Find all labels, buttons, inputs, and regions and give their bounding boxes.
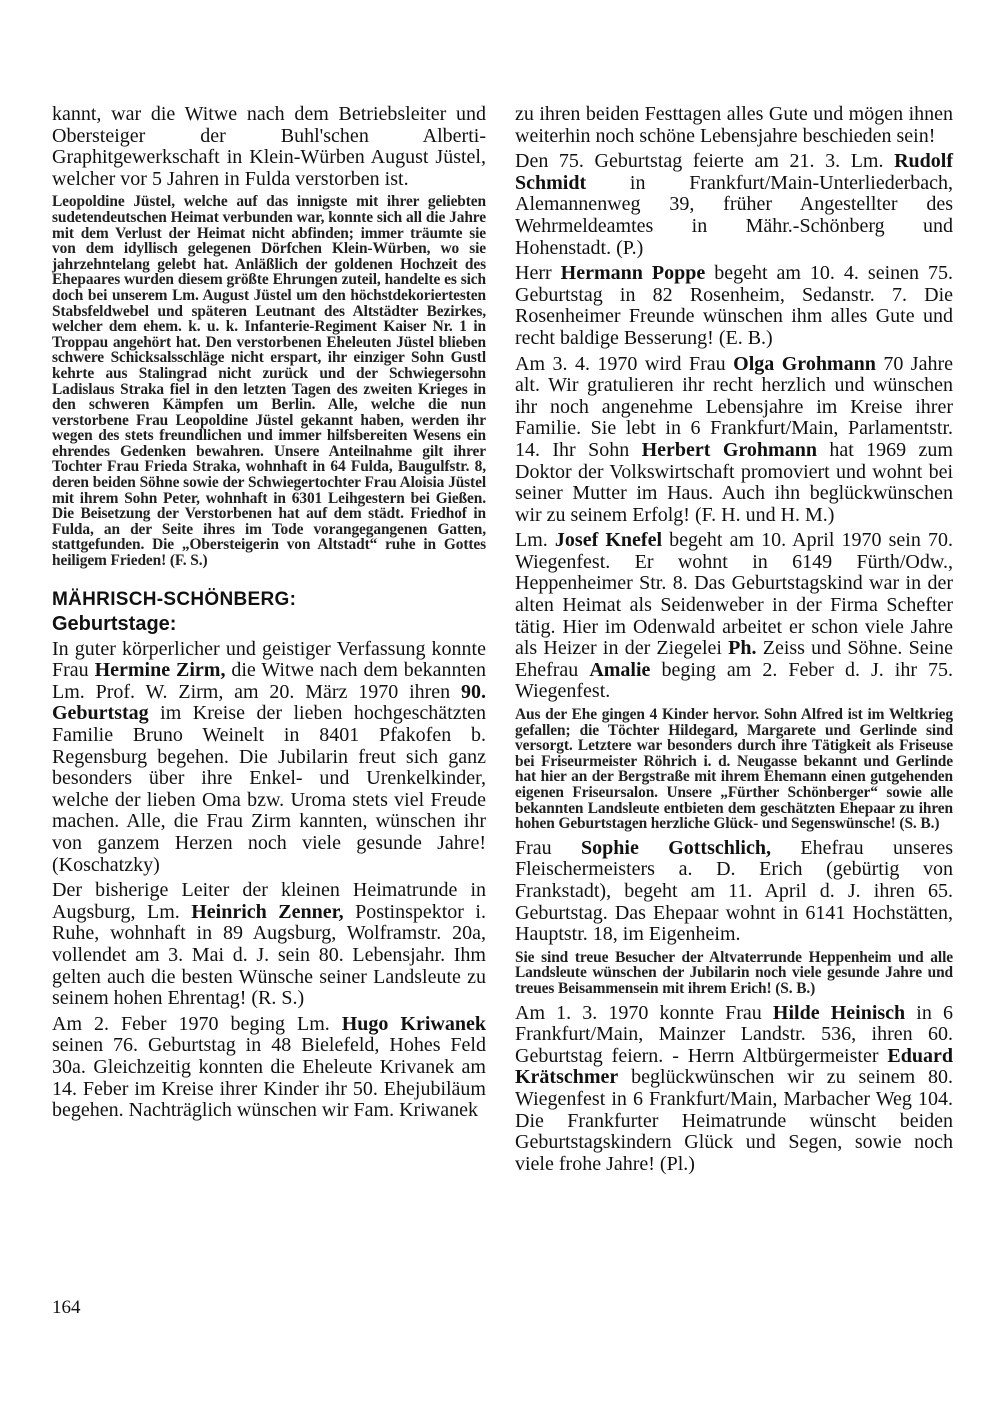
birthday-paragraph [515, 151, 953, 259]
text-segment: Der bisherige Leiter der kleinen Heimatrunde in Augsburg, Lm. [52, 879, 486, 923]
birthday-paragraph [52, 639, 486, 877]
name-highlight: Rudolf Schmidt [515, 150, 953, 194]
text-segment: seinen 76. Geburtstag in 48 Bielefeld, Hohes Feld 30a. Gleichzeitig konnten die Eheleute Krivanek am 14. Feber im Kreise ihrer Kinder ihr 50. Ehejubiläum begehen. Nachträglich wünschen wir Fam. Kriwanek [52, 1034, 486, 1122]
name-highlight: Amalie [589, 658, 651, 681]
text-segment: Zeiss und Söhne. Seine Ehefrau [515, 637, 953, 681]
text-segment: Den 75. Geburtstag feierte am 21. 3. Lm. [515, 150, 895, 173]
text-segment: Sie sind treue Besucher der Altvaterrunde Heppenheim und alle Landsleute wünschen der Jubilarin noch viele gesunde Jahre und treues Beisammensein mit ihrem Erich! (S. B.) [515, 948, 953, 997]
name-highlight: Olga Grohmann [733, 352, 876, 375]
birthday-paragraph [52, 880, 486, 1010]
name-highlight: Eduard Krätschmer [515, 1044, 953, 1089]
text-segment: Ehefrau unseres Fleischermeisters a. D. Erich (gebürtig von Frankstadt), begeht am 11. April d. J. ihren 65. Geburtstag. Das Ehepaar wohnt in 6141 Hochstätten, Hauptstr. 18, im Eigenheim. [515, 836, 953, 946]
text-segment: Aus der Ehe gingen 4 Kinder hervor. Sohn Alfred ist im Weltkrieg gefallen; die Töchter Hildegard, Margarete und Gerlinde sind versorgt. Letztere war besonders durch ihre Tätigkeit als Friseuse bei Friseurmeister Röhrich i. d. Neugasse bekannt und Gerlinde hat hier an der Bergstraße mit ihrem Ehemann einen gutgehenden eigenen Friseursalon. Unsere „Fürther Schönberger“ sowie alle bekannten Landsleute entbieten dem geschätzten Ehepaar zu ihren hohen Geburtstagen herzliche Glück- und Segenswünsche! (S. B.) [515, 706, 953, 833]
text-segment: in 6 Frankfurt/Main, Mainzer Landstr. 536, ihren 60. Geburtstag feiern. - Herrn Altbürgermeister [515, 1001, 953, 1067]
subheading: Geburtstage: [52, 612, 177, 635]
birthday-paragraphs [52, 639, 486, 1122]
text-segment: Am 2. Feber 1970 beging Lm. [52, 1012, 342, 1035]
right-column [515, 104, 953, 1179]
name-highlight: Sophie Gottschlich, [581, 836, 771, 859]
text-segment: Leopoldine Jüstel, welche auf das innigste mit ihrer geliebten sudetendeutschen Heimat verbunden war, konnte sich all die Jahre mit dem Verlust der Heimat nicht abfinden; immer träumte sie von dem idyllisch gelegenen Dörfchen Klein-Würben, wo sie jahrzehntelang gelebt hat. Anläßlich der goldenen Hochzeit des Ehepaares wurden diesem größte Ehrungen zuteil, handelte es sich doch bei unserem Lm. August Jüstel um den höchstdekoriertesten Stabsfeldwebel und späteren Leutnant des Altstädter Bezirkes, welcher dem ehem. k. u. k. Infanterie-Regiment Kaiser Nr. 1 in Troppau angehört hat. Den verstorbenen Eheleuten Jüstel blieben schwere Schicksalsschläge nicht erspart, ihr einziger Sohn Gustl kehrte aus Stalingrad nicht zurück und der Schwiegersohn Ladislaus Straka fiel in den letzten Tagen des zweiten Krieges in den schweren Kämpfen um Berlin. Alle, welche die nun verstorbene Frau Leopoldine Jüstel gekannt haben, werden ihr wegen des stets freundlichen und immer hilfsbereiten Wesens ein ehrendes Gedenken bewahren. Unsere Anteilnahme gilt ihrer Tochter Frau Frieda Straka, wohnhaft in 64 Fulda, Baugulfstr. 8, deren beiden Söhne sowie der Schwiegertochter Frau Aloisia Jüstel mit ihrem Sohn Peter, wohnhaft in 6301 Leihgestern bei Gießen. Die Beisetzung der Verstorbenen hat auf dem städt. Friedhof in Fulda, an der Seite ihres im Tode vorangegangenen Gatten, stattgefunden. Die „Obersteigerin von Altstadt“ ruhe in Gottes heiligem Frieden! (F. S.) [52, 193, 486, 570]
birthday-paragraph [515, 838, 953, 946]
text-segment: beging am 2. Feber d. J. ihr 75. Wiegenfest. [515, 658, 954, 703]
text-segment: In guter körperlicher und geistiger Verfassung konnte Frau [52, 637, 486, 682]
page-number: 164 [52, 1297, 81, 1318]
text-segment: Frau [515, 836, 582, 859]
left-column [52, 104, 486, 1126]
text-segment: kannt, war die Witwe nach dem Betriebsleiter und Obersteiger der Buhl'schen Alberti-Graphitgewerkschaft in Klein-Würben August Jüstel, welcher vor 5 Jahren in Fulda verstorben ist. [52, 103, 486, 190]
name-highlight: Hermine Zirm, [94, 659, 226, 682]
name-highlight: Heinrich Zenner, [191, 900, 344, 923]
name-highlight: Ph. [728, 637, 757, 660]
note-paragraph [515, 950, 953, 997]
name-highlight: Hermann Poppe [560, 262, 706, 285]
text-segment: beglückwünschen wir zu seinem 80. Wiegenfest in 6 Frankfurt/Main, Marbacher Weg 104. Die Frankfurter Heimatrunde wünscht beiden Geburtstagskindern Glück und Segen, sowie noch viele frohe Jahre! (Pl.) [515, 1066, 953, 1175]
section-heading: MÄHRISCH-SCHÖNBERG: [52, 588, 297, 610]
text-segment: im Kreise der lieben hochgeschätzten Familie Bruno Weinelt in 8401 Pfakofen b. Regensburg begehen. Die Jubilarin freut sich ganz besonders über ihre Enkel- und Urenkelkinder, welche der lieben Oma bzw. Uroma stets viel Freude machen. Alle, die Frau Zirm kannten, wünschen ihr von ganzem Herzen noch viele gesunde Jahre! (Koschatzky) [52, 702, 486, 876]
text-segment: Herr [515, 262, 561, 285]
text-segment: Lm. [515, 529, 555, 552]
name-highlight: Hugo Kriwanek [341, 1012, 486, 1035]
text-segment: Am 1. 3. 1970 konnte Frau [515, 1001, 773, 1024]
text-segment: die Witwe nach dem bekannten Lm. Prof. W. Zirm, am 20. März 1970 ihren [52, 659, 486, 703]
text-segment: in Frankfurt/Main-Unterliederbach, Alemannenweg 39, früher Angestellter des Wehrmeldeamtes in Mähr.-Schönberg und Hohenstadt. (P.) [515, 171, 953, 259]
intro-paragraph [52, 104, 486, 190]
text-segment: Postinspektor i. Ruhe, wohnhaft in 89 Augsburg, Wolframstr. 20a, vollendet am 3. Mai d. J. sein 80. Lebensjahr. Ihm gelten auch die besten Wünsche seiner Landsleute zu seinem hohen Ehrentag! (R. S.) [52, 900, 486, 1010]
obituary-paragraph [52, 194, 486, 568]
name-highlight: Hilde Heinisch [772, 1001, 906, 1024]
name-highlight: Herbert Grohmann [641, 438, 817, 461]
birthday-paragraph [515, 1003, 953, 1176]
birthday-paragraph [515, 354, 953, 527]
name-highlight: Josef Knefel [554, 529, 663, 552]
birthday-paragraph [515, 104, 953, 147]
text-segment: Am 3. 4. 1970 wird Frau [515, 352, 734, 375]
text-segment: zu ihren beiden Festtagen alles Gute und mögen ihnen weiterhin noch schöne Lebensjahre beschieden sein! [515, 103, 953, 147]
birthday-paragraph [52, 1014, 486, 1122]
text-segment: begeht am 10. April 1970 sein 70. Wiegenfest. Er wohnt in 6149 Fürth/Odw., Heppenheimer Str. 8. Das Geburtstagskind war in der alten Heimat als Seidenweber in der Firma Schefter tätig. Hier im Odenwald arbeitet er schon viele Jahre als Heizer in der Ziegelei [515, 529, 953, 660]
text-segment: 70 Jahre alt. Wir gratulieren ihr recht herzlich und wünschen ihr noch angenehme Lebensjahre im Kreise ihrer Familie. Sie lebt in 6 Frankfurt/Main, Parlamentstr. 14. Ihr Sohn [515, 352, 953, 461]
name-highlight: 90. Geburtstag [52, 680, 486, 725]
birthday-paragraph [515, 530, 953, 703]
note-paragraph [515, 707, 953, 832]
text-segment: hat 1969 zum Doktor der Volkswirtschaft promoviert und wohnt bei seiner Mutter im Haus. Auch ihn beglückwünschen wir zu seinem Erfolg! (F. H. und H. M.) [515, 438, 953, 526]
birthday-paragraph [515, 263, 953, 349]
text-segment: begeht am 10. 4. seinen 75. Geburtstag in 82 Rosenheim, Sedanstr. 7. Die Rosenheimer Freunde wünschen ihm alles Gute und recht baldige Besserung! (E. B.) [515, 262, 954, 349]
